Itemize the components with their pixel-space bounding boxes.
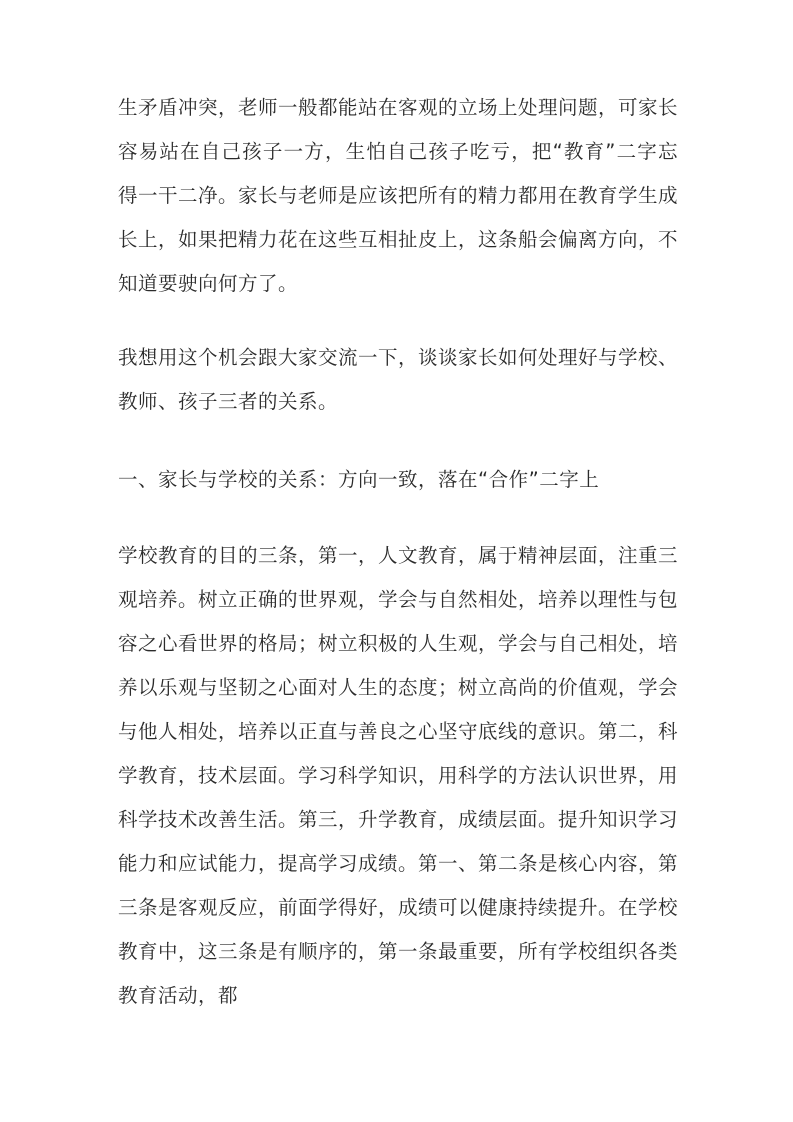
paragraph-2: 我想用这个机会跟大家交流一下，谈谈家长如何处理好与学校、教师、孩子三者的关系。: [118, 346, 679, 413]
paragraph-1: 生矛盾冲突，老师一般都能站在客观的立场上处理问题，可家长容易站在自己孩子一方，生怕自己孩子吃亏，把“教育”二字忘得一干二净。家长与老师是应该把所有的精力都用在教育学生成长上，如果把精力花在这些互相扯皮上，这条船会偏离方向，不知道要驶向何方了。: [118, 96, 679, 295]
section-heading-1: 一、家长与学校的关系：方向一致，落在“合作”二字上: [118, 468, 600, 491]
document-body: [118, 86, 678, 1018]
paragraph-3: 学校教育的目的三条，第一，人文教育，属于精神层面，注重三观培养。树立正确的世界观，学会与自然相处，培养以理性与包容之心看世界的格局；树立积极的人生观，学会与自己相处，培养以乐观与坚韧之心面对人生的态度；树立高尚的价值观，学会与他人相处，培养以正直与善良之心坚守底线的意识。第二，科学教育，技术层面。学习科学知识，用科学的方法认识世界，用科学技术改善生活。第三，升学教育，成绩层面。提升知识学习能力和应试能力，提高学习成绩。第一、第二条是核心内容，第三条是客观反应，前面学得好，成绩可以健康持续提升。在学校教育中，这三条是有顺序的，第一条最重要，所有学校组织各类教育活动，都: [118, 544, 679, 1007]
